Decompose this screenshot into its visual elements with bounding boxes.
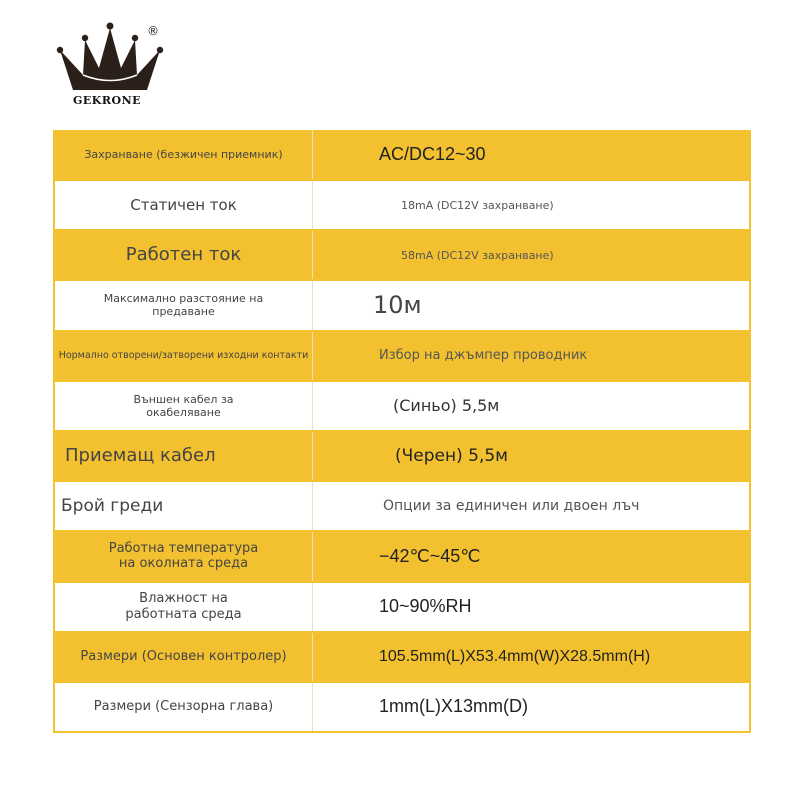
spec-label: Нормално отворени/затворени изходни контакти — [55, 332, 313, 380]
spec-row — [55, 332, 749, 382]
spec-row — [55, 683, 749, 733]
spec-value: Опции за единичен или двоен лъч — [383, 498, 640, 515]
spec-value: −42℃~45℃ — [379, 545, 481, 566]
spec-value: (Синьо) 5,5м — [393, 396, 500, 416]
spec-label: Приемащ кабел — [55, 432, 313, 480]
spec-row — [55, 583, 749, 633]
spec-label: Работна температура на околната среда — [55, 532, 313, 580]
spec-label: Размери (Сензорна глава) — [55, 683, 313, 731]
spec-value: 1mm(L)X13mm(D) — [379, 696, 529, 717]
spec-value: 10м — [373, 291, 422, 320]
spec-row — [55, 130, 749, 181]
spec-row — [55, 633, 749, 683]
spec-label: Статичен ток — [55, 181, 313, 229]
spec-label: Външен кабел за окабеляване — [55, 382, 313, 430]
spec-label: Брой греди — [55, 482, 313, 530]
spec-value: Избор на джъмпер проводник — [379, 348, 588, 364]
brand-name: GEKRONE — [73, 94, 142, 107]
spec-label: Работен ток — [55, 231, 313, 279]
spec-value: (Черен) 5,5м — [395, 446, 509, 467]
spec-row — [55, 231, 749, 281]
spec-label: Захранване (безжичен приемник) — [55, 130, 313, 179]
spec-value: 18mA (DC12V захранване) — [401, 198, 554, 212]
spec-value: 10~90%RH — [379, 596, 472, 617]
spec-value: AC/DC12~30 — [379, 144, 486, 164]
spec-table — [53, 130, 751, 733]
spec-row — [55, 281, 749, 331]
spec-label: Максимално разстояние на предаване — [55, 281, 313, 329]
spec-row — [55, 432, 749, 482]
brand-logo — [55, 20, 165, 115]
spec-value: 58mA (DC12V захранване) — [401, 248, 554, 262]
spec-row — [55, 532, 749, 582]
spec-row — [55, 382, 749, 432]
registered-mark: ® — [147, 24, 159, 38]
spec-label: Влажност на работната среда — [55, 583, 313, 631]
spec-row — [55, 181, 749, 231]
spec-label: Размери (Основен контролер) — [55, 633, 313, 681]
spec-row — [55, 482, 749, 532]
spec-value: 105.5mm(L)X53.4mm(W)X28.5mm(H) — [379, 647, 651, 665]
